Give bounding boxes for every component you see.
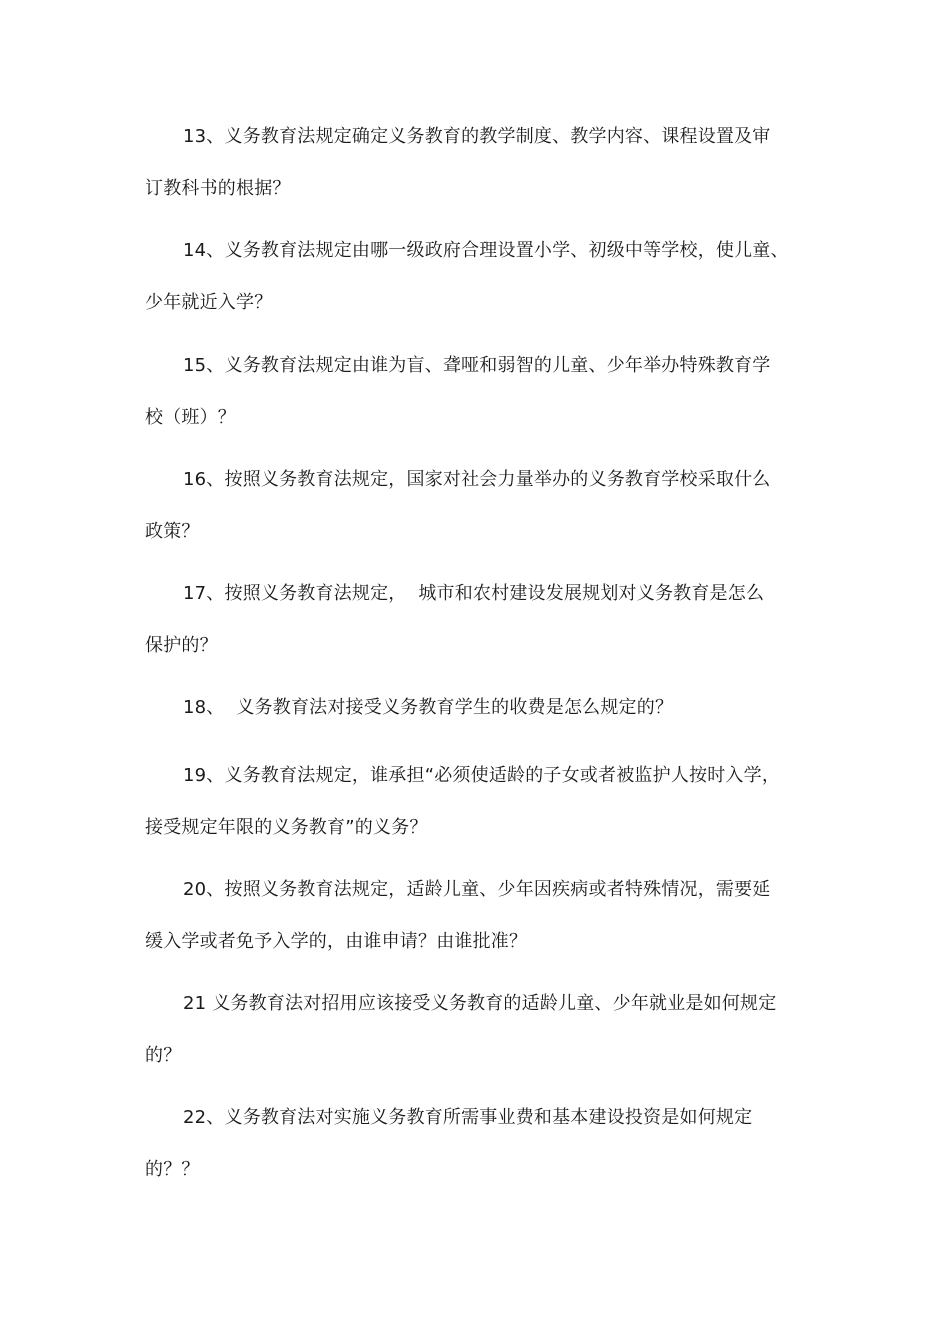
question-13-line-2: 订教科书的根据？ (145, 178, 291, 199)
question-18 (145, 682, 825, 734)
question-19 (145, 750, 825, 854)
question-14 (145, 225, 825, 329)
question-21-line-1: 21 义务教育法对招用应该接受义务教育的适龄儿童、少年就业是如何规定 (183, 993, 777, 1014)
question-13 (145, 111, 825, 215)
question-14-line-1: 14、义务教育法规定由哪一级政府合理设置小学、初级中等学校，使儿童、 (183, 240, 789, 261)
question-16 (145, 454, 825, 558)
question-16-line-1: 16、按照义务教育法规定，国家对社会力量举办的义务教育学校采取什么 (183, 469, 771, 490)
question-22-line-1: 22、义务教育法对实施义务教育所需事业费和基本建设投资是如何规定 (183, 1107, 753, 1128)
question-21 (145, 978, 825, 1082)
question-19-line-1: 19、义务教育法规定，谁承担“必须使适龄的子女或者被监护人按时入学， (183, 765, 781, 786)
question-19-line-2: 接受规定年限的义务教育”的义务？ (145, 817, 428, 838)
question-17 (145, 568, 825, 672)
question-13-line-1: 13、义务教育法规定确定义务教育的教学制度、教学内容、课程设置及审 (183, 126, 771, 147)
question-16-line-2: 政策？ (145, 521, 200, 542)
question-17-line-2: 保护的？ (145, 635, 218, 656)
question-20 (145, 864, 825, 968)
question-15-line-1: 15、义务教育法规定由谁为盲、聋哑和弱智的儿童、少年举办特殊教育学 (183, 355, 771, 376)
question-22 (145, 1092, 825, 1196)
question-22-line-2: 的？？ (145, 1159, 200, 1180)
question-20-line-2: 缓入学或者免予入学的，由谁申请？由谁批准？ (145, 931, 528, 952)
question-15 (145, 340, 825, 444)
question-17-line-1: 17、按照义务教育法规定， 城市和农村建设发展规划对义务教育是怎么 (183, 583, 765, 604)
question-18-line-1: 18、 义务教育法对接受义务教育学生的收费是怎么规定的？ (183, 697, 674, 718)
question-14-line-2: 少年就近入学？ (145, 292, 273, 313)
question-21-line-2: 的？ (145, 1045, 182, 1066)
question-15-line-2: 校（班）？ (145, 407, 236, 428)
question-20-line-1: 20、按照义务教育法规定，适龄儿童、少年因疾病或者特殊情况，需要延 (183, 879, 771, 900)
